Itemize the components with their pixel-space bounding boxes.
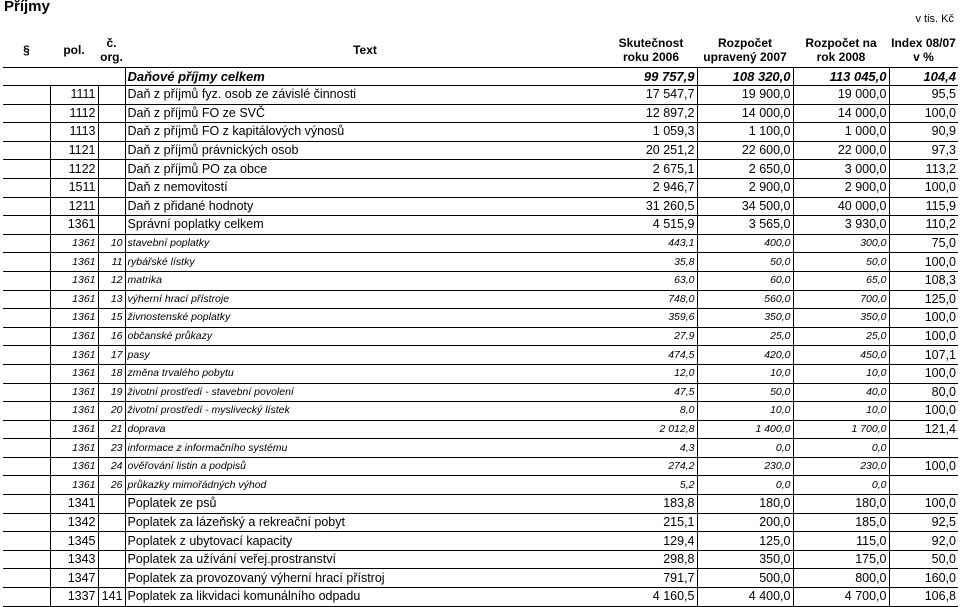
cell-actual: 298,8 <box>605 550 697 569</box>
cell-pol: 1341 <box>50 495 98 514</box>
cell-budget: 300,0 <box>793 234 889 253</box>
cell-pol: 1361 <box>50 327 98 346</box>
cell-text: Daň z přidané hodnoty <box>125 197 605 216</box>
cell-budget-adjusted: 0,0 <box>697 439 793 458</box>
cell-index: 95,5 <box>889 86 958 105</box>
cell-text: Daň z příjmů FO ze SVČ <box>125 104 605 123</box>
cell-actual: 791,7 <box>605 569 697 588</box>
cell-index: 125,0 <box>889 290 958 309</box>
cell-budget: 25,0 <box>793 327 889 346</box>
cell-budget-adjusted: 10,0 <box>697 364 793 383</box>
cell-pol: 1361 <box>50 439 98 458</box>
cell-budget-adjusted: 22 600,0 <box>697 141 793 160</box>
cell-actual: 748,0 <box>605 290 697 309</box>
cell-budget: 40,0 <box>793 383 889 402</box>
table-row <box>3 327 958 346</box>
total-label: Daňové příjmy celkem <box>125 68 605 86</box>
table-row <box>3 588 958 607</box>
cell-pol: 1361 <box>50 457 98 476</box>
cell-text: Daň z příjmů FO z kapitálových výnosů <box>125 123 605 142</box>
cell-pol: 1361 <box>50 402 98 421</box>
cell-budget-adjusted: 2 650,0 <box>697 160 793 179</box>
cell-paragraph <box>3 457 50 476</box>
cell-text: Poplatek z ubytovací kapacity <box>125 532 605 551</box>
cell-org: 21 <box>98 420 125 439</box>
header-org: č. org. <box>100 36 123 64</box>
cell-budget-adjusted: 19 900,0 <box>697 86 793 105</box>
cell-text: Poplatek ze psů <box>125 495 605 514</box>
cell-org <box>98 513 125 532</box>
cell-org: 11 <box>98 253 125 272</box>
cell-pol: 1361 <box>50 476 98 495</box>
table-row <box>3 476 958 495</box>
table-row <box>3 216 958 235</box>
total-actual: 99 757,9 <box>605 68 697 86</box>
cell-budget-adjusted: 420,0 <box>697 346 793 365</box>
cell-index: 100,0 <box>889 457 958 476</box>
cell-budget: 700,0 <box>793 290 889 309</box>
cell-text: životní prostředí - stavební povolení <box>125 383 605 402</box>
cell-text: průkazky mimořádných výhod <box>125 476 605 495</box>
cell-text: doprava <box>125 420 605 439</box>
cell-index: 100,0 <box>889 178 958 197</box>
cell-budget: 14 000,0 <box>793 104 889 123</box>
cell-text: živnostenské poplatky <box>125 309 605 328</box>
cell-index: 100,0 <box>889 364 958 383</box>
cell-paragraph <box>3 160 50 179</box>
cell-budget: 40 000,0 <box>793 197 889 216</box>
cell-paragraph <box>3 476 50 495</box>
cell-paragraph <box>3 309 50 328</box>
cell-index: 115,9 <box>889 197 958 216</box>
cell-budget-adjusted: 14 000,0 <box>697 104 793 123</box>
page-title: Příjmy <box>4 0 50 15</box>
cell-actual: 2 946,7 <box>605 178 697 197</box>
table-row <box>3 532 958 551</box>
cell-text: Poplatek za lázeňský a rekreační pobyt <box>125 513 605 532</box>
cell-org <box>98 550 125 569</box>
cell-index: 100,0 <box>889 327 958 346</box>
cell-index: 121,4 <box>889 420 958 439</box>
cell-pol: 1511 <box>50 178 98 197</box>
cell-actual: 5,2 <box>605 476 697 495</box>
cell-text: výherní hrací přístroje <box>125 290 605 309</box>
cell-paragraph <box>3 364 50 383</box>
cell-actual: 274,2 <box>605 457 697 476</box>
table-row <box>3 271 958 290</box>
table-row <box>3 104 958 123</box>
cell-budget: 65,0 <box>793 271 889 290</box>
table-row <box>3 141 958 160</box>
cell-org: 15 <box>98 309 125 328</box>
cell-text: Poplatek za likvidaci komunálního odpadu <box>125 588 605 607</box>
cell-budget-adjusted: 2 900,0 <box>697 178 793 197</box>
cell-org <box>98 86 125 105</box>
cell-pol: 1342 <box>50 513 98 532</box>
cell-budget-adjusted: 125,0 <box>697 532 793 551</box>
cell-index <box>889 439 958 458</box>
cell-pol: 1361 <box>50 346 98 365</box>
cell-budget-adjusted: 50,0 <box>697 383 793 402</box>
table-row <box>3 309 958 328</box>
cell-index: 90,9 <box>889 123 958 142</box>
cell-paragraph <box>3 346 50 365</box>
cell-actual: 129,4 <box>605 532 697 551</box>
cell-paragraph <box>3 588 50 607</box>
cell-paragraph <box>3 197 50 216</box>
cell-budget: 3 000,0 <box>793 160 889 179</box>
table-header-row <box>3 33 958 68</box>
cell-index: 100,0 <box>889 104 958 123</box>
cell-index: 97,3 <box>889 141 958 160</box>
cell-org <box>98 141 125 160</box>
cell-paragraph <box>3 420 50 439</box>
cell-pol: 1113 <box>50 123 98 142</box>
cell-org: 18 <box>98 364 125 383</box>
cell-actual: 2 675,1 <box>605 160 697 179</box>
table-row <box>3 123 958 142</box>
cell-text: Daň z nemovitostí <box>125 178 605 197</box>
table-row <box>3 420 958 439</box>
header-text: Text <box>353 43 377 57</box>
cell-org: 26 <box>98 476 125 495</box>
cell-paragraph <box>3 550 50 569</box>
cell-org: 20 <box>98 402 125 421</box>
cell-text: Daň z příjmů právnických osob <box>125 141 605 160</box>
cell-text: Daň z příjmů PO za obce <box>125 160 605 179</box>
cell-budget: 0,0 <box>793 476 889 495</box>
cell-budget: 180,0 <box>793 495 889 514</box>
table-row <box>3 364 958 383</box>
cell-org <box>98 178 125 197</box>
cell-budget-adjusted: 0,0 <box>697 476 793 495</box>
table-row <box>3 197 958 216</box>
table-row <box>3 253 958 272</box>
cell-budget-adjusted: 500,0 <box>697 569 793 588</box>
cell-org <box>98 104 125 123</box>
cell-index: 106,8 <box>889 588 958 607</box>
cell-budget: 1 700,0 <box>793 420 889 439</box>
cell-actual: 443,1 <box>605 234 697 253</box>
cell-budget-adjusted: 230,0 <box>697 457 793 476</box>
cell-budget: 22 000,0 <box>793 141 889 160</box>
cell-actual: 4 515,9 <box>605 216 697 235</box>
cell-text: Poplatek za provozovaný výherní hrací přístroj <box>125 569 605 588</box>
cell-text: pasy <box>125 346 605 365</box>
table-row <box>3 402 958 421</box>
table-row <box>3 550 958 569</box>
cell-org <box>98 532 125 551</box>
cell-org <box>98 569 125 588</box>
cell-text: informace z informačního systému <box>125 439 605 458</box>
cell-pol: 1111 <box>50 86 98 105</box>
cell-actual: 4 160,5 <box>605 588 697 607</box>
cell-actual: 17 547,7 <box>605 86 697 105</box>
cell-budget-adjusted: 400,0 <box>697 234 793 253</box>
cell-budget-adjusted: 560,0 <box>697 290 793 309</box>
cell-text: občanské průkazy <box>125 327 605 346</box>
cell-budget: 450,0 <box>793 346 889 365</box>
total-index: 104,4 <box>889 68 958 86</box>
cell-budget: 50,0 <box>793 253 889 272</box>
cell-index: 107,1 <box>889 346 958 365</box>
cell-budget: 1 000,0 <box>793 123 889 142</box>
cell-budget-adjusted: 60,0 <box>697 271 793 290</box>
cell-index: 100,0 <box>889 253 958 272</box>
cell-paragraph <box>3 513 50 532</box>
cell-paragraph <box>3 216 50 235</box>
cell-budget: 175,0 <box>793 550 889 569</box>
cell-org: 12 <box>98 271 125 290</box>
cell-budget-adjusted: 34 500,0 <box>697 197 793 216</box>
cell-actual: 4,3 <box>605 439 697 458</box>
cell-actual: 35,8 <box>605 253 697 272</box>
cell-paragraph <box>3 141 50 160</box>
table-row <box>3 495 958 514</box>
cell-paragraph <box>3 104 50 123</box>
cell-org: 10 <box>98 234 125 253</box>
table-row <box>3 513 958 532</box>
cell-text: matrika <box>125 271 605 290</box>
cell-pol: 1112 <box>50 104 98 123</box>
table-row <box>3 290 958 309</box>
cell-budget-adjusted: 350,0 <box>697 309 793 328</box>
cell-paragraph <box>3 178 50 197</box>
cell-actual: 215,1 <box>605 513 697 532</box>
cell-budget-adjusted: 3 565,0 <box>697 216 793 235</box>
cell-org: 141 <box>98 588 125 607</box>
cell-pol: 1361 <box>50 383 98 402</box>
table-row <box>3 234 958 253</box>
cell-paragraph <box>3 234 50 253</box>
cell-pol: 1361 <box>50 216 98 235</box>
cell-paragraph <box>3 532 50 551</box>
cell-actual: 2 012,8 <box>605 420 697 439</box>
cell-pol: 1347 <box>50 569 98 588</box>
cell-actual: 183,8 <box>605 495 697 514</box>
cell-actual: 12,0 <box>605 364 697 383</box>
cell-pol: 1361 <box>50 364 98 383</box>
cell-index: 92,0 <box>889 532 958 551</box>
cell-paragraph <box>3 290 50 309</box>
table-row <box>3 439 958 458</box>
cell-budget-adjusted: 180,0 <box>697 495 793 514</box>
cell-org: 16 <box>98 327 125 346</box>
cell-budget: 185,0 <box>793 513 889 532</box>
cell-pol: 1361 <box>50 309 98 328</box>
cell-pol: 1361 <box>50 420 98 439</box>
cell-index: 110,2 <box>889 216 958 235</box>
cell-index: 100,0 <box>889 402 958 421</box>
cell-paragraph <box>3 439 50 458</box>
cell-org: 24 <box>98 457 125 476</box>
cell-budget-adjusted: 1 100,0 <box>697 123 793 142</box>
table-row <box>3 86 958 105</box>
cell-paragraph <box>3 495 50 514</box>
cell-budget-adjusted: 4 400,0 <box>697 588 793 607</box>
cell-paragraph <box>3 271 50 290</box>
cell-budget-adjusted: 50,0 <box>697 253 793 272</box>
cell-budget: 10,0 <box>793 402 889 421</box>
cell-budget: 2 900,0 <box>793 178 889 197</box>
header-budget: Rozpočet na rok 2008 <box>805 36 877 64</box>
cell-pol: 1361 <box>50 234 98 253</box>
cell-budget: 10,0 <box>793 364 889 383</box>
cell-pol: 1343 <box>50 550 98 569</box>
cell-actual: 27,9 <box>605 327 697 346</box>
cell-budget: 230,0 <box>793 457 889 476</box>
cell-budget: 3 930,0 <box>793 216 889 235</box>
cell-paragraph <box>3 402 50 421</box>
header-actual: Skutečnost roku 2006 <box>618 36 684 64</box>
cell-index: 92,5 <box>889 513 958 532</box>
cell-actual: 474,5 <box>605 346 697 365</box>
unit-label: v tis. Kč <box>915 13 954 25</box>
cell-org <box>98 216 125 235</box>
cell-paragraph <box>3 569 50 588</box>
cell-pol: 1211 <box>50 197 98 216</box>
cell-budget: 350,0 <box>793 309 889 328</box>
table-row <box>3 160 958 179</box>
cell-budget: 0,0 <box>793 439 889 458</box>
cell-index: 160,0 <box>889 569 958 588</box>
cell-org <box>98 160 125 179</box>
table-row <box>3 457 958 476</box>
cell-org: 23 <box>98 439 125 458</box>
cell-text: Poplatek za užívání veřej.prostranství <box>125 550 605 569</box>
total-budget-adjusted: 108 320,0 <box>697 68 793 86</box>
cell-pol: 1345 <box>50 532 98 551</box>
cell-text: stavební poplatky <box>125 234 605 253</box>
cell-pol: 1337 <box>50 588 98 607</box>
cell-budget-adjusted: 1 400,0 <box>697 420 793 439</box>
cell-index: 113,2 <box>889 160 958 179</box>
cell-index: 50,0 <box>889 550 958 569</box>
cell-paragraph <box>3 253 50 272</box>
cell-text: životní prostředí - myslivecký lístek <box>125 402 605 421</box>
cell-text: Daň z příjmů fyz. osob ze závislé činnosti <box>125 86 605 105</box>
table-row <box>3 346 958 365</box>
cell-index: 100,0 <box>889 495 958 514</box>
cell-pol: 1361 <box>50 253 98 272</box>
cell-paragraph <box>3 383 50 402</box>
header-pol: pol. <box>63 43 85 57</box>
cell-budget-adjusted: 10,0 <box>697 402 793 421</box>
cell-org <box>98 123 125 142</box>
cell-org: 13 <box>98 290 125 309</box>
table-row <box>3 178 958 197</box>
cell-budget: 4 700,0 <box>793 588 889 607</box>
cell-pol: 1121 <box>50 141 98 160</box>
cell-index: 100,0 <box>889 309 958 328</box>
cell-index <box>889 476 958 495</box>
cell-paragraph <box>3 86 50 105</box>
cell-actual: 8,0 <box>605 402 697 421</box>
total-budget: 113 045,0 <box>793 68 889 86</box>
cell-org <box>98 495 125 514</box>
cell-actual: 1 059,3 <box>605 123 697 142</box>
cell-org <box>98 197 125 216</box>
cell-index: 75,0 <box>889 234 958 253</box>
cell-index: 108,3 <box>889 271 958 290</box>
cell-text: změna trvalého pobytu <box>125 364 605 383</box>
cell-actual: 359,6 <box>605 309 697 328</box>
cell-budget: 800,0 <box>793 569 889 588</box>
cell-budget-adjusted: 350,0 <box>697 550 793 569</box>
cell-actual: 20 251,2 <box>605 141 697 160</box>
cell-pol: 1361 <box>50 290 98 309</box>
cell-text: ověřování listin a podpisů <box>125 457 605 476</box>
cell-budget-adjusted: 200,0 <box>697 513 793 532</box>
revenue-table <box>3 33 958 607</box>
cell-actual: 47,5 <box>605 383 697 402</box>
cell-paragraph <box>3 327 50 346</box>
header-paragraph: § <box>23 43 30 57</box>
cell-org: 17 <box>98 346 125 365</box>
cell-text: rybářské lístky <box>125 253 605 272</box>
cell-pol: 1122 <box>50 160 98 179</box>
header-budget-adjusted: Rozpočet upravený 2007 <box>703 36 787 64</box>
cell-budget: 19 000,0 <box>793 86 889 105</box>
table-row <box>3 383 958 402</box>
cell-actual: 63,0 <box>605 271 697 290</box>
total-row <box>3 68 958 86</box>
cell-text: Správní poplatky celkem <box>125 216 605 235</box>
table-row <box>3 569 958 588</box>
cell-actual: 12 897,2 <box>605 104 697 123</box>
cell-budget-adjusted: 25,0 <box>697 327 793 346</box>
cell-actual: 31 260,5 <box>605 197 697 216</box>
cell-org: 19 <box>98 383 125 402</box>
cell-pol: 1361 <box>50 271 98 290</box>
cell-paragraph <box>3 123 50 142</box>
cell-budget: 115,0 <box>793 532 889 551</box>
cell-index: 80,0 <box>889 383 958 402</box>
header-index: Index 08/07 v % <box>891 36 956 64</box>
